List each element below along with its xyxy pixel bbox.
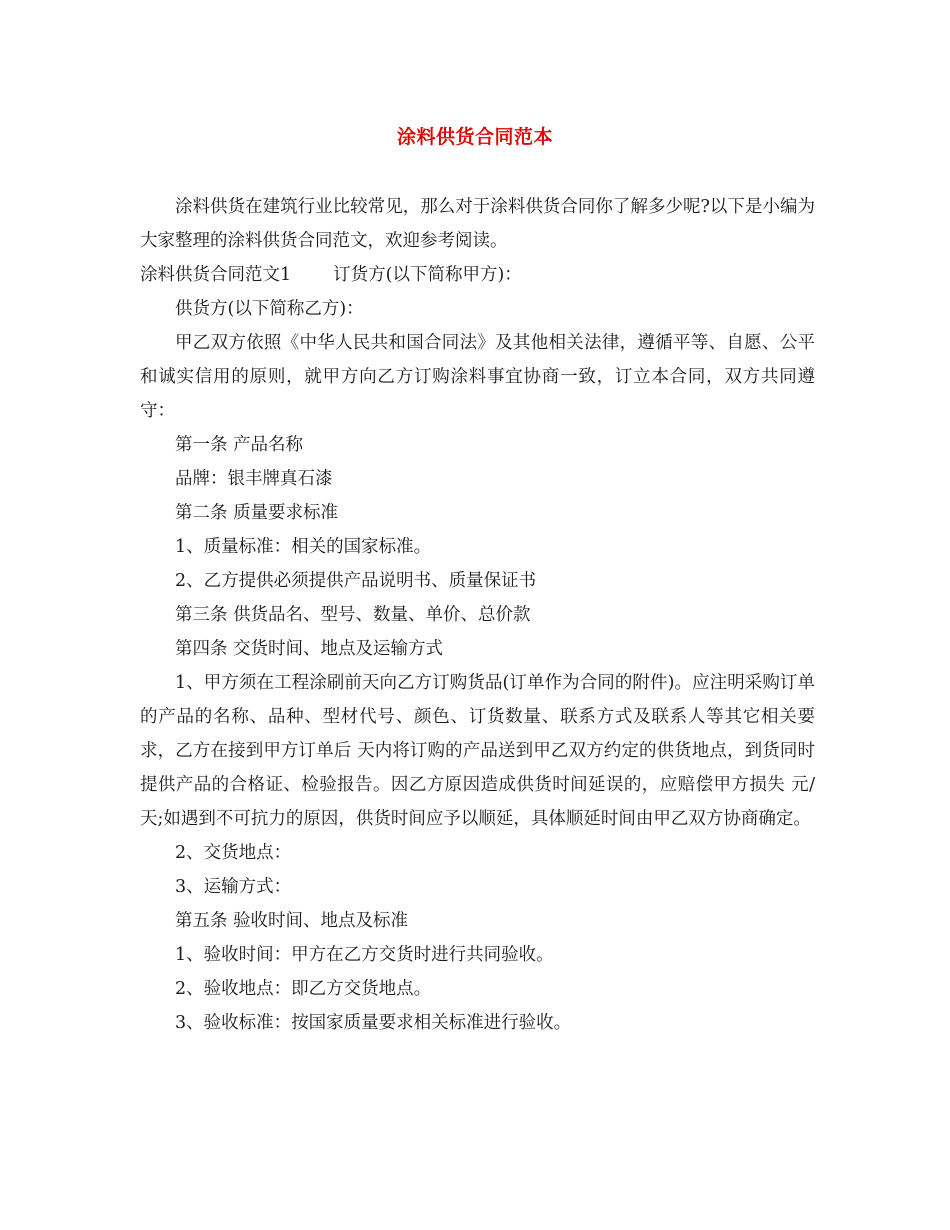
article-2-heading: 第二条 质量要求标准 [175,503,339,523]
article-2-item-2: 2、乙方提供必须提供产品说明书、质量保证书 [175,571,537,591]
sample-heading: 涂料供货合同范文1 [140,265,292,285]
article-5-item-2: 2、验收地点：即乙方交货地点。 [175,979,432,999]
seller-label: 供货方(以下简称乙方)： [175,299,364,319]
buyer-label: 订货方(以下简称甲方)： [333,265,522,285]
intro-paragraph: 涂料供货在建筑行业比较常见，那么对于涂料供货合同你了解多少呢?以下是小编为大家整理的涂料供货合同范文，欢迎参考阅读。 [140,197,815,251]
document-body [140,190,815,1040]
article-1-heading: 第一条 产品名称 [175,435,304,455]
article-5-item-1: 1、验收时间：甲方在乙方交货时进行共同验收。 [175,945,554,965]
article-3-heading: 第三条 供货品名、型号、数量、单价、总价款 [175,605,531,625]
article-5-item-3: 3、验收标准：按国家质量要求相关标准进行验收。 [175,1013,572,1033]
article-2-item-1: 1、质量标准：相关的国家标准。 [175,537,432,557]
article-4-item-2: 2、交货地点： [175,843,292,863]
article-4-item-3: 3、运输方式： [175,877,292,897]
article-5-heading: 第五条 验收时间、地点及标准 [175,911,409,931]
document-title: 涂料供货合同范本 [396,126,553,148]
article-4-heading: 第四条 交货时间、地点及运输方式 [175,639,444,659]
article-1-brand: 品牌：银丰牌真石漆 [175,469,333,489]
preamble-paragraph: 甲乙双方依照《中华人民共和国合同法》及其他相关法律，遵循平等、自愿、公平和诚实信用的原则，就甲方向乙方订购涂料事宜协商一致，订立本合同，双方共同遵守： [140,333,815,421]
sample-heading-line [140,258,815,292]
article-4-item-1: 1、甲方须在工程涂刷前天向乙方订购货品(订单作为合同的附件)。应注明采购订单的产品的名称、品种、型材代号、颜色、订货数量、联系方式及联系人等其它相关要求，乙方在接到甲方订单后 天内将订购的产品送到甲乙双方约定的供货地点，到货同时提供产品的合格证、检验报告。因乙方原因造成供货时间延误的，应赔偿甲方损失 元/天;如遇到不可抗力的原因，供货时间应予以顺延，具体顺延时间由甲乙双方协商确定。 [140,673,815,829]
